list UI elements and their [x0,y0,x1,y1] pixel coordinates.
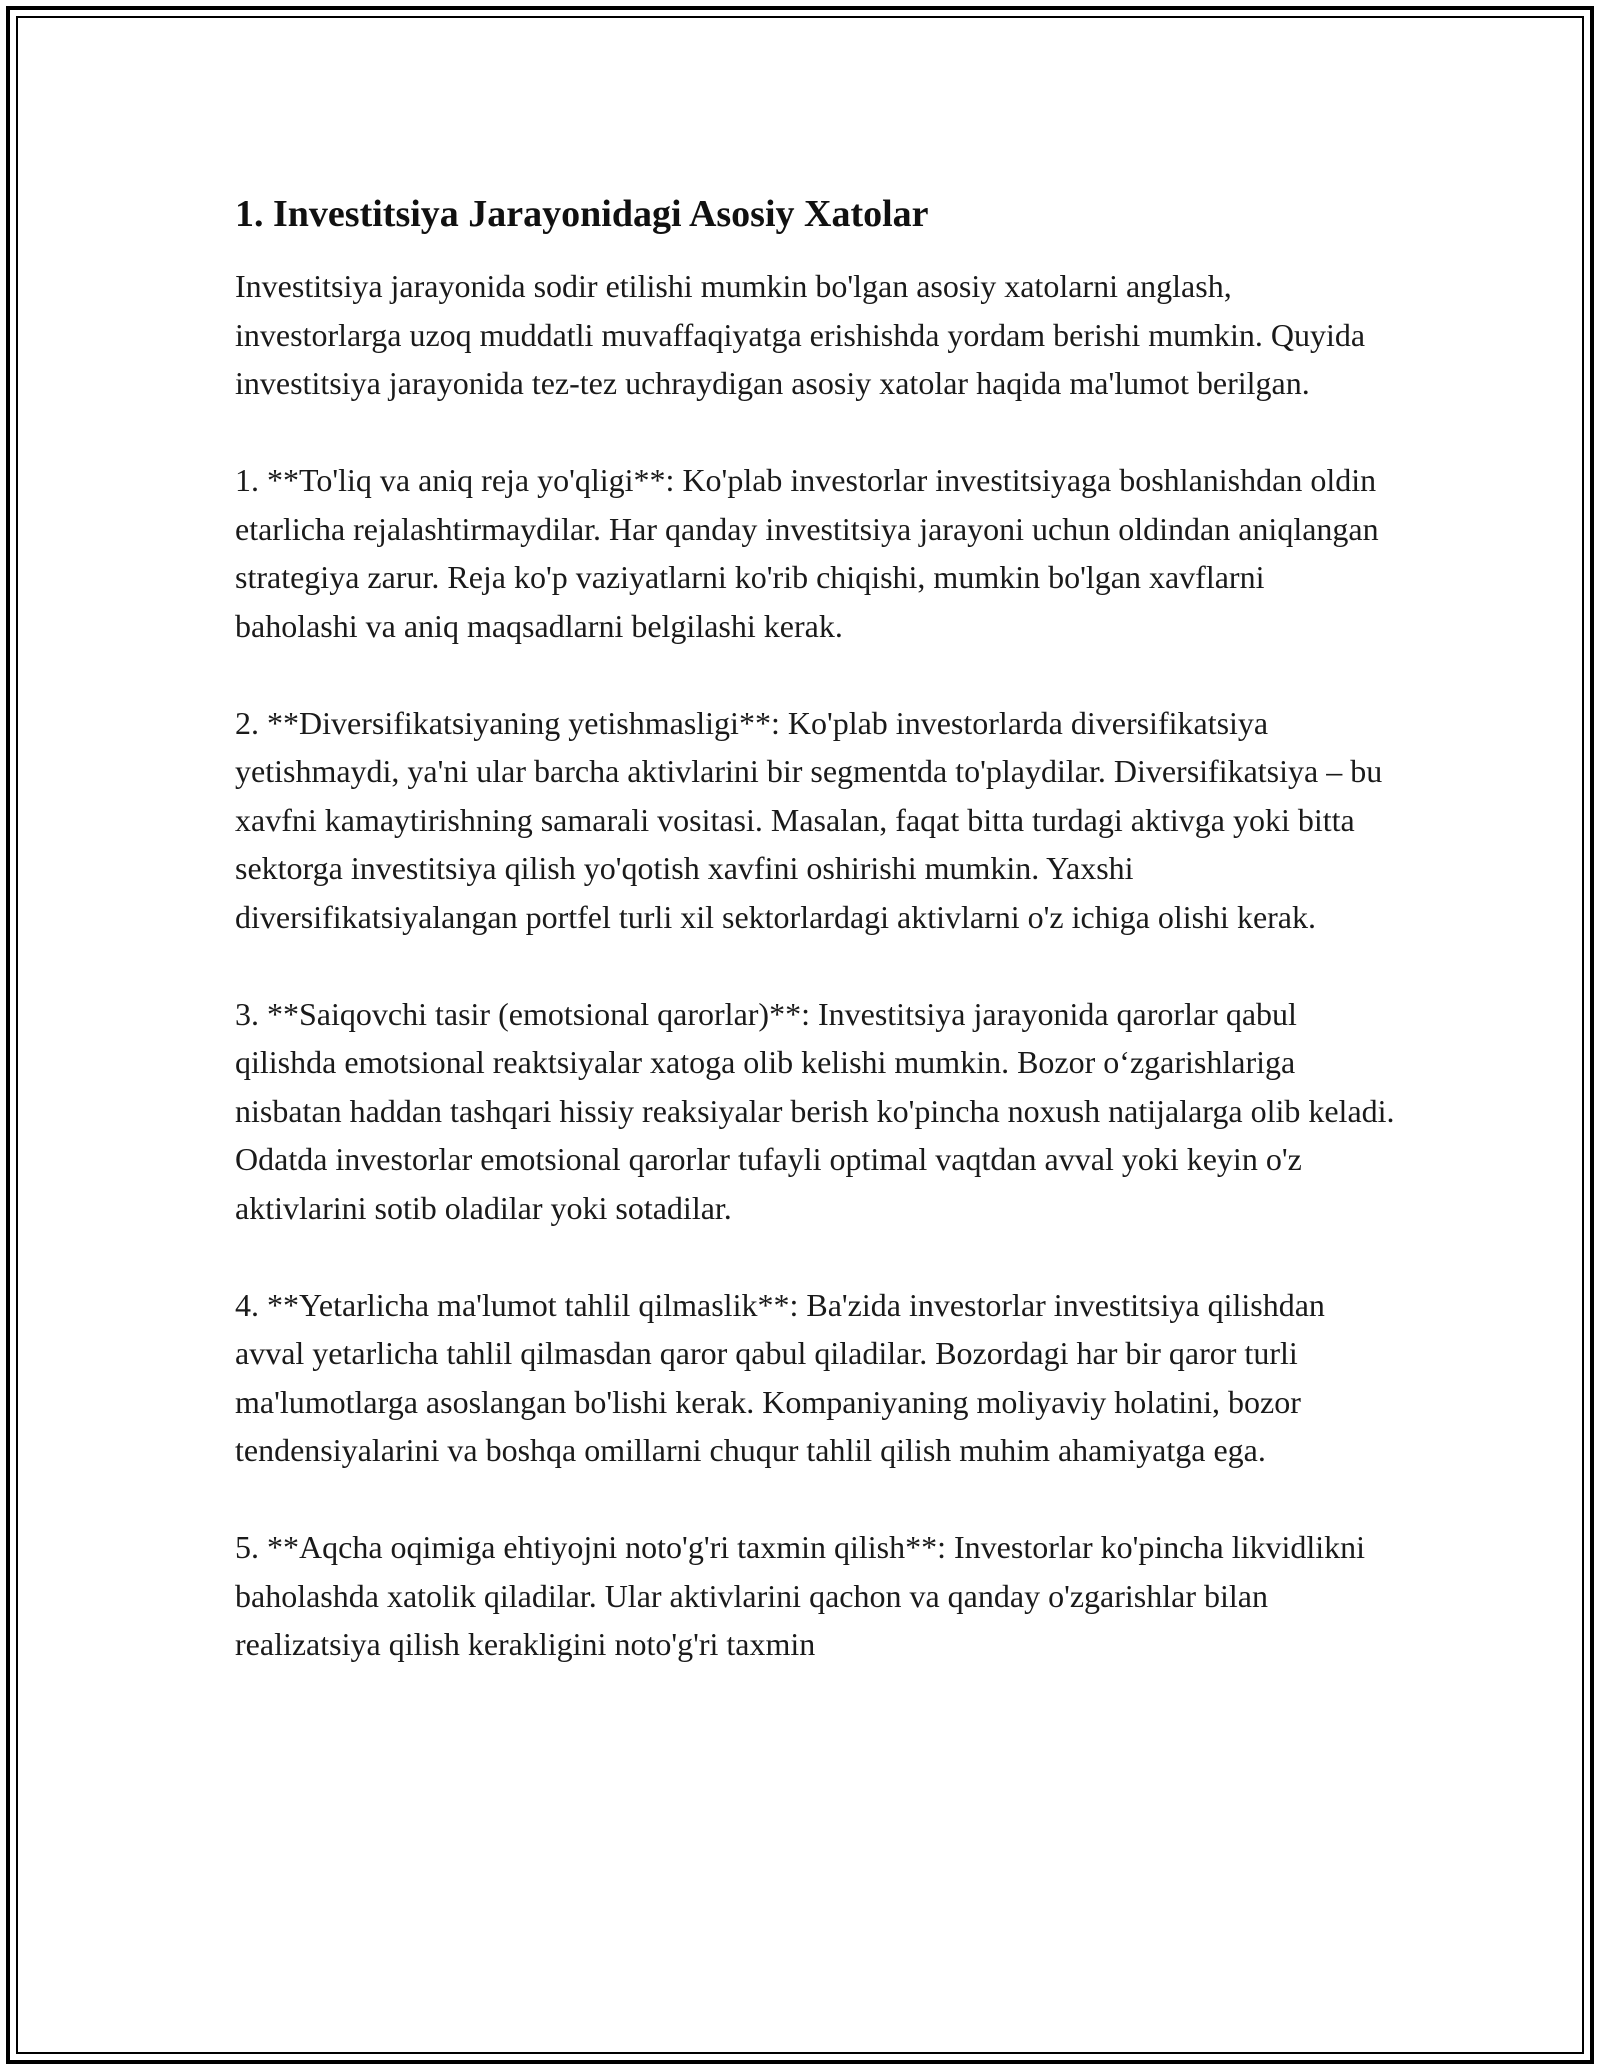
intro-paragraph: Investitsiya jarayonida sodir etilishi mumkin bo'lgan asosiy xatolarni anglash, investorlarga uzoq muddatli muvaffaqiyatga erishishda yordam berishi mumkin. Quyida investitsiya jarayonida tez-tez uchraydigan asosiy xatolar haqida ma'lumot berilgan. [235,268,1366,401]
list-item-1: 1. **To'liq va aniq reja yo'qligi**: Ko'plab investorlar investitsiyaga boshlanishdan oldin etarlicha rejalashtirmaydilar. Har qanday investitsiya jarayoni uchun oldindan aniqlangan strategiya zarur. Reja ko'p vaziyatlarni ko'rib chiqishi, mumkin bo'lgan xavflarni baholashi va aniq maqsadlarni belgilashi kerak. [235,462,1379,644]
list-item-4: 4. **Yetarlicha ma'lumot tahlil qilmaslik**: Ba'zida investorlar investitsiya qilishdan avval yetarlicha tahlil qilmasdan qaror qabul qiladilar. Bozordagi har bir qaror turli ma'lumotlarga asoslangan bo'lishi kerak. Kompaniyaning moliyaviy holatini, bozor tendensiyalarini va boshqa omillarni chuqur tahlil qilish muhim ahamiyatga ega. [235,1286,1325,1468]
document-body [235,188,1395,1717]
document-title: 1. Investitsiya Jarayonidagi Asosiy Xatolar [235,193,929,235]
list-item-2: 2. **Diversifikatsiyaning yetishmasligi**: Ko'plab investorlarda diversifikatsiya yetishmaydi, ya'ni ular barcha aktivlarini bir segmentda to'playdilar. Diversifikatsiya – bu xavfni kamaytirishning samarali vositasi. Masalan, faqat bitta turdagi aktivga yoki bitta sektorga investitsiya qilish yo'qotish xavfini oshirishi mumkin. Yaxshi diversifikatsiyalangan portfel turli xil sektorlardagi aktivlarni o'z ichiga olishi kerak. [235,704,1383,935]
list-item-3: 3. **Saiqovchi tasir (emotsional qarorlar)**: Investitsiya jarayonida qarorlar qabul qilishda emotsional reaktsiyalar xatoga olib kelishi mumkin. Bozor o‘zgarishlariga nisbatan haddan tashqari hissiy reaksiyalar berish ko'pincha noxush natijalarga olib keladi. Odatda investorlar emotsional qarorlar tufayli optimal vaqtdan avval yoki keyin o'z aktivlarini sotib oladilar yoki sotadilar. [235,995,1395,1226]
list-item-5: 5. **Aqcha oqimiga ehtiyojni noto'g'ri taxmin qilish**: Investorlar ko'pincha likvidlikni baholashda xatolik qiladilar. Ular aktivlarini qachon va qanday o'zgarishlar bilan realizatsiya qilish kerakligini noto'g'ri taxmin [235,1529,1366,1662]
